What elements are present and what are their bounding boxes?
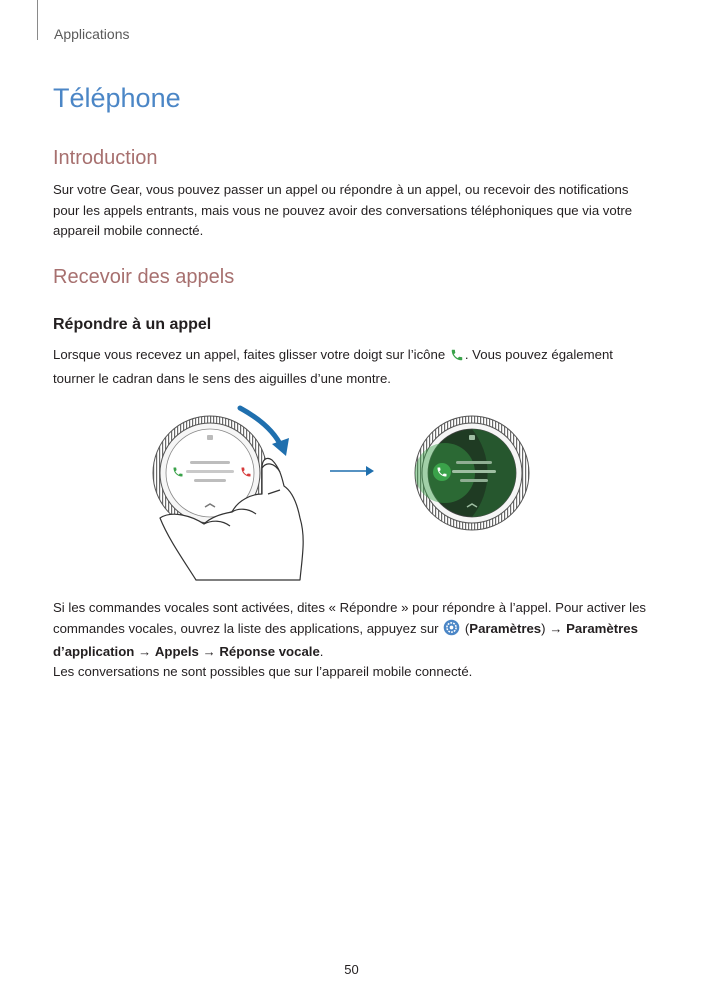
intro-text: Sur votre Gear, vous pouvez passer un appel ou répondre à un appel, ou recevoir des notifications pour les appels entrants, mais vous ne pouvez avoir des conversations téléphoniques que via votre appareil mobile connecté. xyxy=(53,182,633,238)
voice-commands-text: Si les commandes vocales sont activées, dites « Répondre » pour répondre à l’appel. Pour activer les commandes vocales, ouvrez la liste des applications, appuyez sur (Paramètres) → Paramètres d’application → Appels → Réponse vocale. xyxy=(53,600,647,659)
page-title: Téléphone xyxy=(53,83,181,113)
answer-illustration xyxy=(0,398,703,588)
answer-text xyxy=(53,345,653,389)
voice-text-end: . xyxy=(319,644,324,659)
right-accept-icon xyxy=(433,463,451,481)
right-watch xyxy=(415,416,529,530)
receive-heading: Recevoir des appels xyxy=(53,266,235,288)
intro-heading: Introduction xyxy=(53,147,158,169)
connected-device-note: Les conversations ne sont possibles que sur l’appareil mobile connecté. xyxy=(53,664,473,679)
app-settings-label: Paramètres d’application xyxy=(53,620,638,659)
transition-arrow-icon xyxy=(330,466,374,476)
calls-label: Appels xyxy=(154,644,199,659)
voice-answer-label: Réponse vocale xyxy=(219,644,320,659)
answer-text-start: Lorsque vous recevez un appel, faites glisser votre doigt sur l’icône xyxy=(53,347,449,362)
answer-heading: Répondre à un appel xyxy=(53,316,212,333)
path-arrow-3: → xyxy=(202,644,216,659)
settings-gear-icon xyxy=(443,619,460,643)
answer-text-end: . Vous pouvez également tourner le cadran dans le sens des aiguilles d’une montre. xyxy=(53,347,613,386)
path-arrow-2: → xyxy=(138,644,152,659)
settings-label: Paramètres xyxy=(469,620,542,636)
page-number: 50 xyxy=(344,962,359,977)
phone-icon xyxy=(450,348,464,369)
voice-text-start: Si les commandes vocales sont activées, dites « Répondre » pour répondre à l’appel. Pour activer les commandes vocales, ouvrez la liste des applications, appuyez sur xyxy=(53,600,647,636)
section-label: Applications xyxy=(54,26,130,42)
header-rule xyxy=(37,0,38,40)
path-arrow-1: → xyxy=(549,620,563,636)
